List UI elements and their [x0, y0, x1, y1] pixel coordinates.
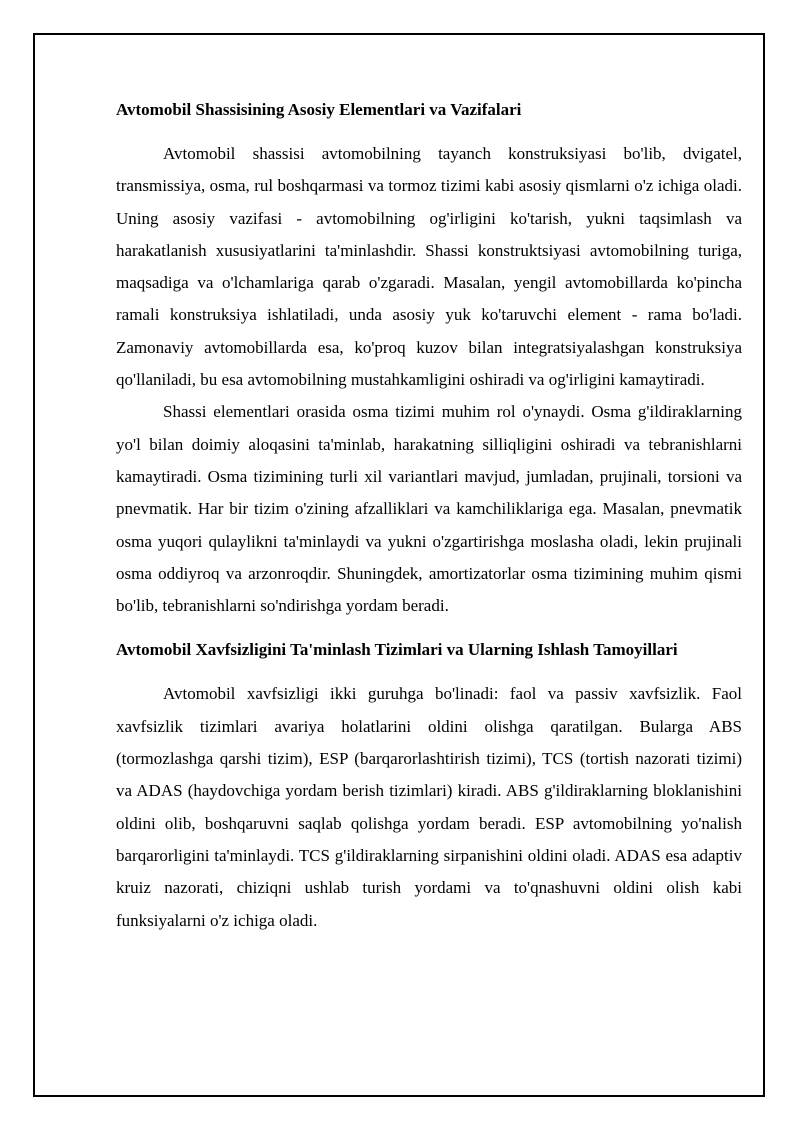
- section-heading-chassis: Avtomobil Shassisining Asosiy Elementlari va Vazifalari: [116, 100, 522, 119]
- paragraph-chassis-overview: Avtomobil shassisi avtomobilning tayanch konstruksiyasi bo'lib, dvigatel, transmissiya, osma, rul boshqarmasi va tormoz tizimi kabi asosiy qismlarni o'z ichiga oladi. Uning asosiy vazifasi - avtomobilning og'irligini ko'tarish, yukni taqsimlash va harakatlanish xususiyatlarini ta'minlashdir. Shassi konstruktsiyasi avtomobilning turiga, maqsadiga va o'lchamlariga qarab o'zgaradi. Masalan, yengil avtomobillarda ko'pincha ramali konstruksiya ishlatiladi, unda asosiy yuk ko'taruvchi element - rama bo'ladi. Zamonaviy avtomobillarda esa, ko'proq kuzov bilan integratsiyalashgan konstruksiya qo'llaniladi, bu esa avtomobilning mustahkamligini oshiradi va og'irligini kamaytiradi.: [116, 144, 742, 390]
- paragraph-suspension: Shassi elementlari orasida osma tizimi muhim rol o'ynaydi. Osma g'ildiraklarning yo'l bilan doimiy aloqasini ta'minlab, harakatning silliqligini oshiradi va tebranishlarni kamaytiradi. Osma tizimining turli xil variantlari mavjud, jumladan, prujinali, torsioni va pnevmatik. Har bir tizim o'zining afzalliklari va kamchiliklariga ega. Masalan, pnevmatik osma yuqori qulaylikni ta'minlaydi va yukni o'zgartirishga moslasha oladi, lekin prujinali osma oddiyroq va arzonroqdir. Shuningdek, amortizatorlar osma tizimining muhim qismi bo'lib, tebranishlarni so'ndirishga yordam beradi.: [116, 402, 742, 616]
- paragraph-safety-systems: Avtomobil xavfsizligi ikki guruhga bo'linadi: faol va passiv xavfsizlik. Faol xavfsizlik tizimlari avariya holatlarini oldini olishga qaratilgan. Bularga ABS (tormozlashga qarshi tizim), ESP (barqarorlashtirish tizimi), TCS (tortish nazorati tizimi) va ADAS (haydovchiga yordam berish tizimlari) kiradi. ABS g'ildiraklarning bloklanishini oldini olib, boshqaruvni saqlab qolishga yordam beradi. ESP avtomobilning yo'nalish barqarorligini ta'minlaydi. TCS g'ildiraklarning sirpanishini oldini oladi. ADAS esa adaptiv kruiz nazorati, chiziqni ushlab turish yordami va to'qnashuvni oldini olish kabi funksiyalarni o'z ichiga oladi.: [116, 684, 742, 930]
- section-heading-safety: Avtomobil Xavfsizligini Ta'minlash Tizimlari va Ularning Ishlash Tamoyillari: [116, 640, 678, 660]
- document-body: [116, 98, 742, 937]
